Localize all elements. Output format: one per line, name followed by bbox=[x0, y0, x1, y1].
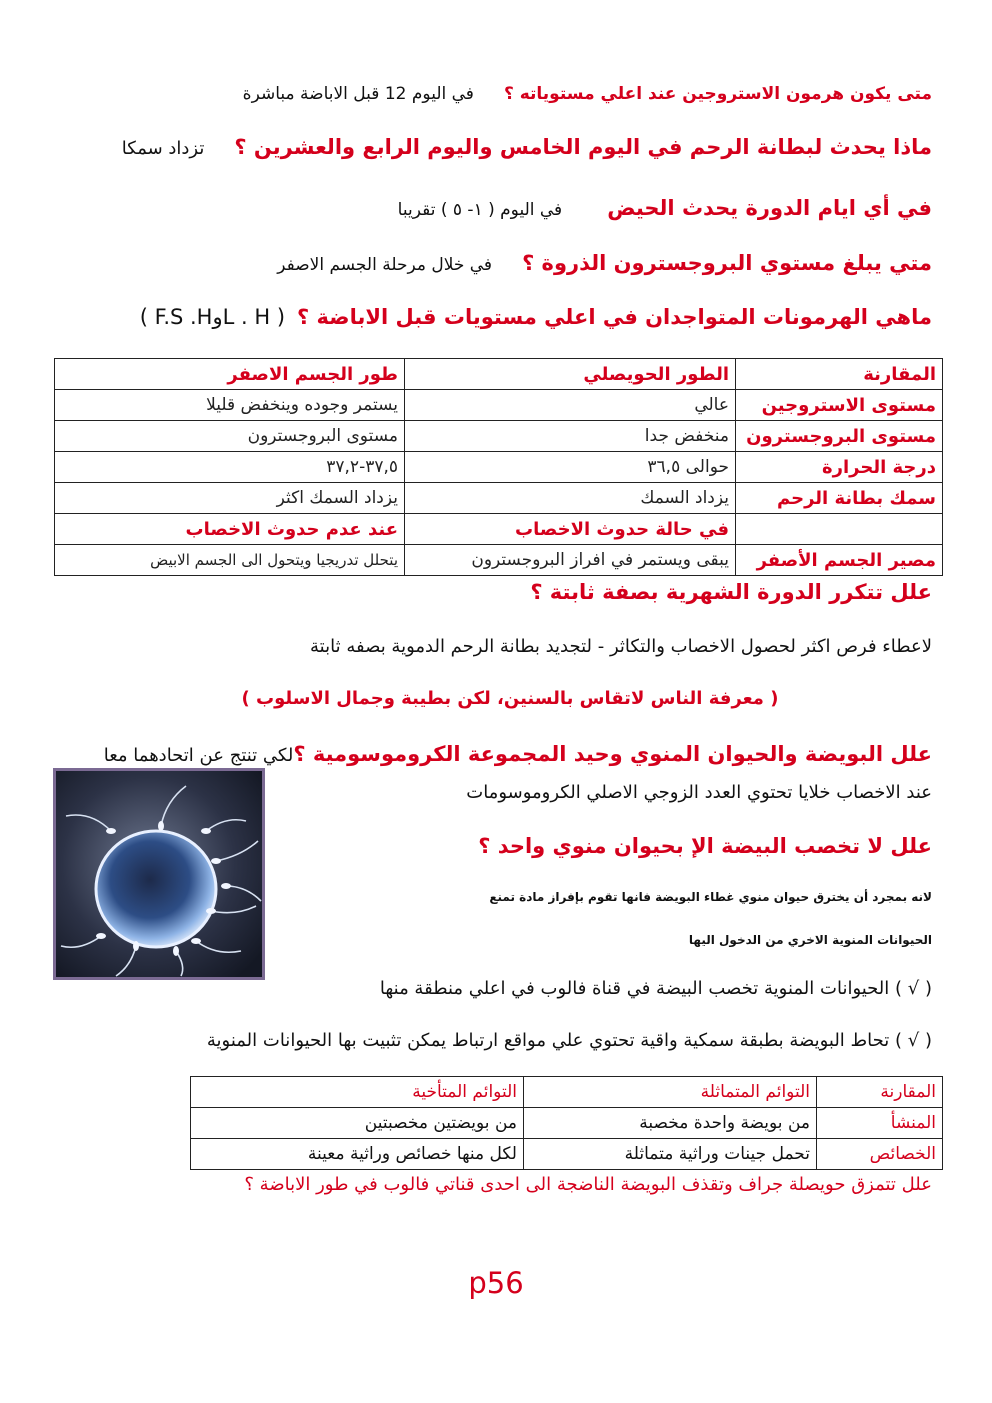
question-single-sperm: علل لا تخصب البيضة الإ بحيوان منوي واحد ؟ bbox=[478, 834, 932, 858]
cycle-phases-table bbox=[54, 358, 943, 576]
table-cell: يستمر وجوده وينخفض قليلا bbox=[55, 390, 405, 421]
table-cell: من بويضتين مخصبتين bbox=[191, 1108, 524, 1139]
table-header: المقارنة bbox=[736, 359, 943, 390]
question-text: في أي ايام الدورة يحدث الحيض bbox=[607, 196, 932, 220]
answer-text: في اليوم 12 قبل الاباضة مباشرة bbox=[242, 84, 474, 104]
final-question: علل تتمزق حويصلة جراف وتقذف البويضة الناضجة الى احدى قناتي فالوب في طور الاباضة ؟ bbox=[244, 1174, 932, 1195]
table-cell: عند عدم حدوث الاخصاب bbox=[55, 514, 405, 545]
check-statement-1 bbox=[380, 978, 932, 999]
row-label: درجة الحرارة bbox=[736, 452, 943, 483]
twins-table bbox=[190, 1076, 943, 1170]
table-cell: ٣٧,٥-٣٧,٢ bbox=[55, 452, 405, 483]
answer-text: في خلال مرحلة الجسم الاصفر bbox=[277, 255, 493, 275]
table-cell: تحمل جينات وراثية متماثلة bbox=[524, 1139, 817, 1170]
table-cell: عالي bbox=[405, 390, 736, 421]
answer-haploid-1: لكي تنتج عن اتحادهما معا bbox=[103, 745, 294, 766]
table-cell: مستوى البروجسترون bbox=[55, 421, 405, 452]
table-header: التوائم المتأخية bbox=[191, 1077, 524, 1108]
table-cell: يتحلل تدريجيا ويتحول الى الجسم الابيض bbox=[55, 545, 405, 576]
table-cell: في حالة حدوث الاخصاب bbox=[405, 514, 736, 545]
table-cell: لكل منها خصائص وراثية معينة bbox=[191, 1139, 524, 1170]
qa-line-1 bbox=[243, 84, 932, 104]
table-header-row bbox=[191, 1077, 943, 1108]
table-header: طور الجسم الاصفر bbox=[55, 359, 405, 390]
table-cell: يبقى ويستمر في افراز البروجسترون bbox=[405, 545, 736, 576]
check-text: تحاط البويضة بطبقة سمكية واقية تحتوي علي مواقع ارتباط يمكن تثبيت بها الحيوانات المنوية bbox=[206, 1030, 890, 1051]
table-row bbox=[191, 1108, 943, 1139]
check-text: الحيوانات المنوية تخصب البيضة في قناة فالوب في اعلي منطقة منها bbox=[379, 978, 890, 999]
table-row bbox=[55, 452, 943, 483]
page-number: p56 bbox=[468, 1266, 524, 1300]
qa-line-5 bbox=[140, 305, 932, 329]
question-haploid: علل البويضة والحيوان المنوي وحيد المجموعة الكروموسومية ؟ bbox=[293, 742, 932, 766]
row-label: الخصائص bbox=[817, 1139, 943, 1170]
check-statement-2 bbox=[207, 1030, 932, 1051]
answer-text: ( L . HوF.S .H ) bbox=[139, 305, 286, 329]
table-header-row bbox=[55, 359, 943, 390]
table-row bbox=[191, 1139, 943, 1170]
answer-cycle-repeat: لاعطاء فرص اكثر لحصول الاخصاب والتكاثر - لتجديد بطانة الرحم الدموية بصفه ثابتة bbox=[310, 636, 932, 657]
question-text: متى يكون هرمون الاستروجين عند اعلي مستوياته ؟ bbox=[503, 84, 932, 104]
qa-line-3 bbox=[398, 196, 932, 220]
row-label: مستوى البروجسترون bbox=[736, 421, 943, 452]
question-cycle-repeat: علل تتكرر الدورة الشهرية بصفة ثابتة ؟ bbox=[530, 580, 932, 604]
table-cell: يزداد السمك bbox=[405, 483, 736, 514]
question-text: متي يبلغ مستوي البروجسترون الذروة ؟ bbox=[522, 251, 932, 275]
table-row bbox=[55, 545, 943, 576]
table-row bbox=[55, 514, 943, 545]
quote-note: ( معرفة الناس لاتقاس بالسنين، لكن بطيبة وجمال الاسلوب ) bbox=[241, 688, 779, 709]
row-label: سمك بطانة الرحم bbox=[736, 483, 943, 514]
table-row bbox=[55, 483, 943, 514]
table-row bbox=[55, 421, 943, 452]
qa-line-4 bbox=[277, 251, 932, 275]
row-label bbox=[736, 514, 943, 545]
row-label: مصير الجسم الأصفر bbox=[736, 545, 943, 576]
table-cell: منخفض جدا bbox=[405, 421, 736, 452]
check-mark: ( √ ) bbox=[895, 978, 932, 999]
sperm-egg-illustration bbox=[53, 768, 265, 980]
question-text: ماهي الهرمونات المتواجدان في اعلي مستويات قبل الاباضة ؟ bbox=[297, 305, 932, 329]
answer-haploid-2: عند الاخصاب خلايا تحتوي العدد الزوجي الاصلي الكروموسومات bbox=[466, 782, 932, 803]
table-cell: يزداد السمك اكثر bbox=[55, 483, 405, 514]
table-header: التوائم المتماثلة bbox=[524, 1077, 817, 1108]
answer-text: في اليوم ( ١- ٥ ) تقريبا bbox=[397, 200, 563, 220]
check-mark: ( √ ) bbox=[895, 1030, 932, 1051]
table-row bbox=[55, 390, 943, 421]
haploid-question-line bbox=[104, 742, 932, 766]
table-header: المقارنة bbox=[817, 1077, 943, 1108]
table-cell: حوالى ٣٦,٥ bbox=[405, 452, 736, 483]
row-label: مستوى الاستروجين bbox=[736, 390, 943, 421]
question-text: ماذا يحدث لبطانة الرحم في اليوم الخامس واليوم الرابع والعشرين ؟ bbox=[234, 135, 932, 159]
answer-single-sperm-2: الحيوانات المنوية الاخري من الدخول اليها bbox=[688, 933, 932, 947]
table-header: الطور الحويصلي bbox=[405, 359, 736, 390]
qa-line-2 bbox=[122, 135, 932, 159]
answer-single-sperm-1: لانه بمجرد أن يخترق حيوان منوي غطاء البويضة فانها تقوم بإفراز مادة تمنع bbox=[489, 890, 932, 904]
egg-cell-icon bbox=[56, 771, 262, 977]
table-cell: من بويضة واحدة مخصبة bbox=[524, 1108, 817, 1139]
row-label: المنشأ bbox=[817, 1108, 943, 1139]
answer-text: تزداد سمكا bbox=[121, 138, 205, 159]
